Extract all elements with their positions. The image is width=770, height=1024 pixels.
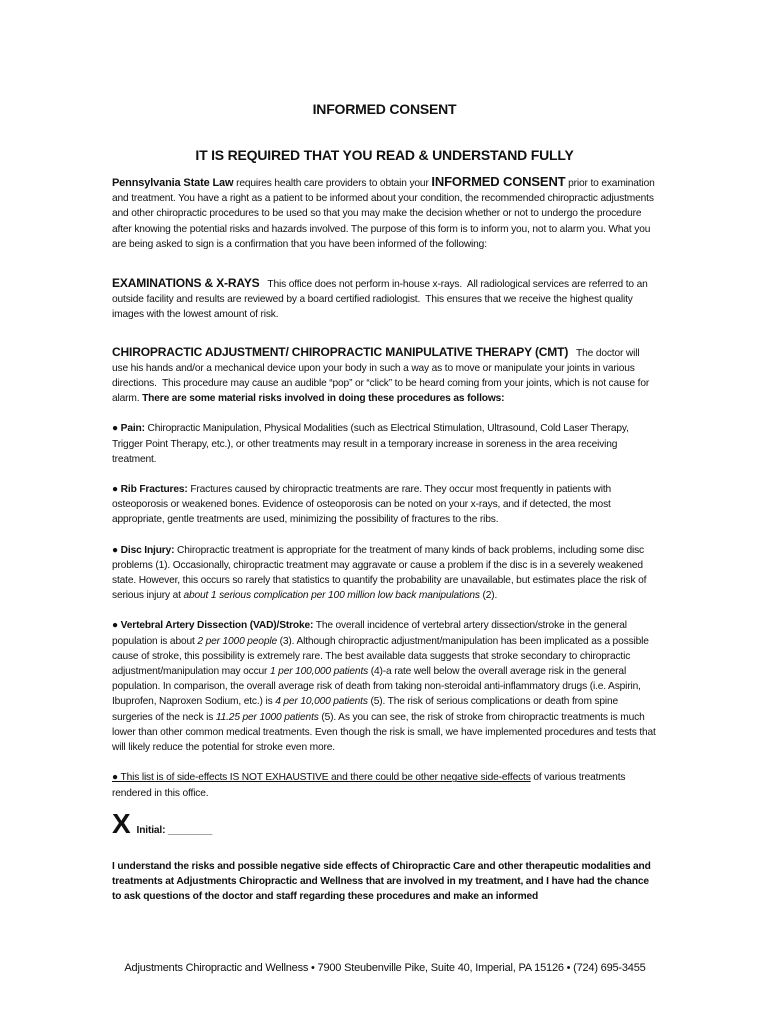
vad-stat-2: 1 per 100,000 patients (269, 666, 369, 678)
exams-text: This office does not perform in-house x-rays. All radiological services are referred to an outside facility and results are reviewed by a board certified radiologist. This ensures that we receive the highest quality images with the lowest amount of risk. (112, 279, 651, 321)
list-note-paragraph (112, 770, 657, 800)
disc-injury-paragraph (112, 543, 657, 604)
vad-stat-3: 4 per 10,000 patients (275, 696, 368, 708)
rib-fractures-text: Fractures caused by chiropractic treatments are rare. They occur most frequently in patients with osteoporosis or weakened bones. Evidence of osteoporosis can be noted on your x-rays, and if detected, the most appropriate, gentle treatments are used, minimizing the possibility of fractures to the ribs. (112, 484, 612, 526)
intro-text-1: requires health care providers to obtain your (233, 178, 432, 189)
document-subtitle: IT IS REQUIRED THAT YOU READ & UNDERSTAND FULLY (195, 147, 574, 163)
cmt-risks-statement: There are some material risks involved in doing these procedures as follows: (142, 393, 505, 405)
informed-consent-term: INFORMED CONSENT (431, 174, 566, 189)
cmt-paragraph (112, 345, 657, 407)
intro-text-2: prior to examination and treatment. You have a right as a patient to be informed about your condition, the recommended chiropractic adjustments and other chiropractic procedures to be used so that you may make the decision whether or not to undergo the procedure after knowing the potential risks and hazards involved. The purpose of this form is to inform you, not to alarm you. What you are being asked to sign is a confirmation that you have been informed of the following: (112, 178, 655, 250)
initial-row (112, 809, 657, 839)
disc-injury-end: (2). (479, 590, 498, 602)
document-body (112, 100, 657, 904)
law-name: Pennsylvania State Law (112, 177, 234, 189)
page-footer: Adjustments Chiropractic and Wellness • 7900 Steubenville Pike, Suite 40, Imperial, PA 15126 • (724) 695-3455 (124, 962, 646, 974)
pain-label: ● Pain: (112, 423, 145, 435)
initial-field[interactable]: Initial: ________ (136, 824, 213, 836)
rib-fractures-label: ● Rib Fractures: (112, 484, 188, 496)
vad-text-2: (3). Although chiropractic adjustment/manipulation has been implicated as a possible cause of stroke, this possibility is extremely rare. The best available data suggests that stroke secondary to chiropractic adjustment/manipulation may occur (112, 635, 649, 678)
vad-stat-1: 2 per 1000 people (197, 635, 277, 647)
pain-text: Chiropractic Manipulation, Physical Modalities (such as Electrical Stimulation, Ultrasound, Cold Laser Therapy, Trigger Point Therapy, etc.), or other treatments may result in a temporary increase in soreness in the area receiving treatment. (112, 423, 629, 465)
disc-injury-risk: about 1 serious complication per 100 million low back manipulations (183, 590, 480, 602)
vad-text-3: (4)-a rate well below the overall average risk in the general population. In comparison, the overall average risk of death from taking non-steroidal anti-inflammatory drugs (i.e. Aspirin, Ibuprofen, Naproxen Sodium, etc.) is (112, 666, 641, 708)
cmt-heading: CHIROPRACTIC ADJUSTMENT/ CHIROPRACTIC MANIPULATIVE THERAPY (CMT) (112, 344, 569, 359)
vad-text-1: The overall incidence of vertebral artery dissection/stroke in the general population is about (112, 620, 627, 647)
intro-paragraph (112, 174, 657, 252)
vad-label: ● Vertebral Artery Dissection (VAD)/Stroke: (112, 620, 314, 632)
exams-heading: EXAMINATIONS & X-RAYS (112, 276, 260, 291)
cmt-text: The doctor will use his hands and/or a mechanical device upon your body in such a way as to move or manipulate your joints in various directions. This procedure may cause an audible “pop” or “click” to be heard coming from your joints, which is not cause for alarm. (112, 347, 652, 405)
list-note-text: of various treatments rendered in this office. (112, 772, 626, 799)
vad-text-4: (5). The risk of serious complications or death from spine surgeries of the neck is (112, 696, 619, 723)
exams-paragraph (112, 276, 657, 323)
rib-fractures-paragraph (112, 482, 657, 528)
disc-injury-label: ● Disc Injury: (112, 544, 175, 556)
pain-paragraph (112, 421, 657, 467)
signature-x-mark: X (112, 807, 131, 839)
acknowledgement-paragraph: I understand the risks and possible negative side effects of Chiropractic Care and other therapeutic modalities and treatments at Adjustments Chiropractic and Wellness that are involved in my treatment, and I have had the chance to ask questions of the doctor and staff regarding these procedures and make an informed (112, 860, 651, 903)
vad-paragraph (112, 618, 657, 755)
vad-text-5: (5). As you can see, the risk of stroke from chiropractic treatments is much lower than other common medical treatments. Even though the risk is small, we have implemented procedures and tests that will likely reduce the potential for stroke even more. (112, 711, 656, 754)
vad-stat-4: 11.25 per 1000 patients (215, 711, 319, 723)
disc-injury-text: Chiropractic treatment is appropriate for the treatment of many kinds of back problems, including some disc problems (1). Occasionally, chiropractic treatment may aggravate or cause a problem if the disc is in a severely weakened state. However, this occurs so rarely that statistics to quantify the probability are unavailable, but estimates place the risk of serious injury at (112, 544, 647, 602)
document-title: INFORMED CONSENT (312, 101, 457, 117)
list-note-underlined: ● This list is of side-effects IS NOT EXHAUSTIVE and there could be other negative side-effects (112, 772, 531, 784)
